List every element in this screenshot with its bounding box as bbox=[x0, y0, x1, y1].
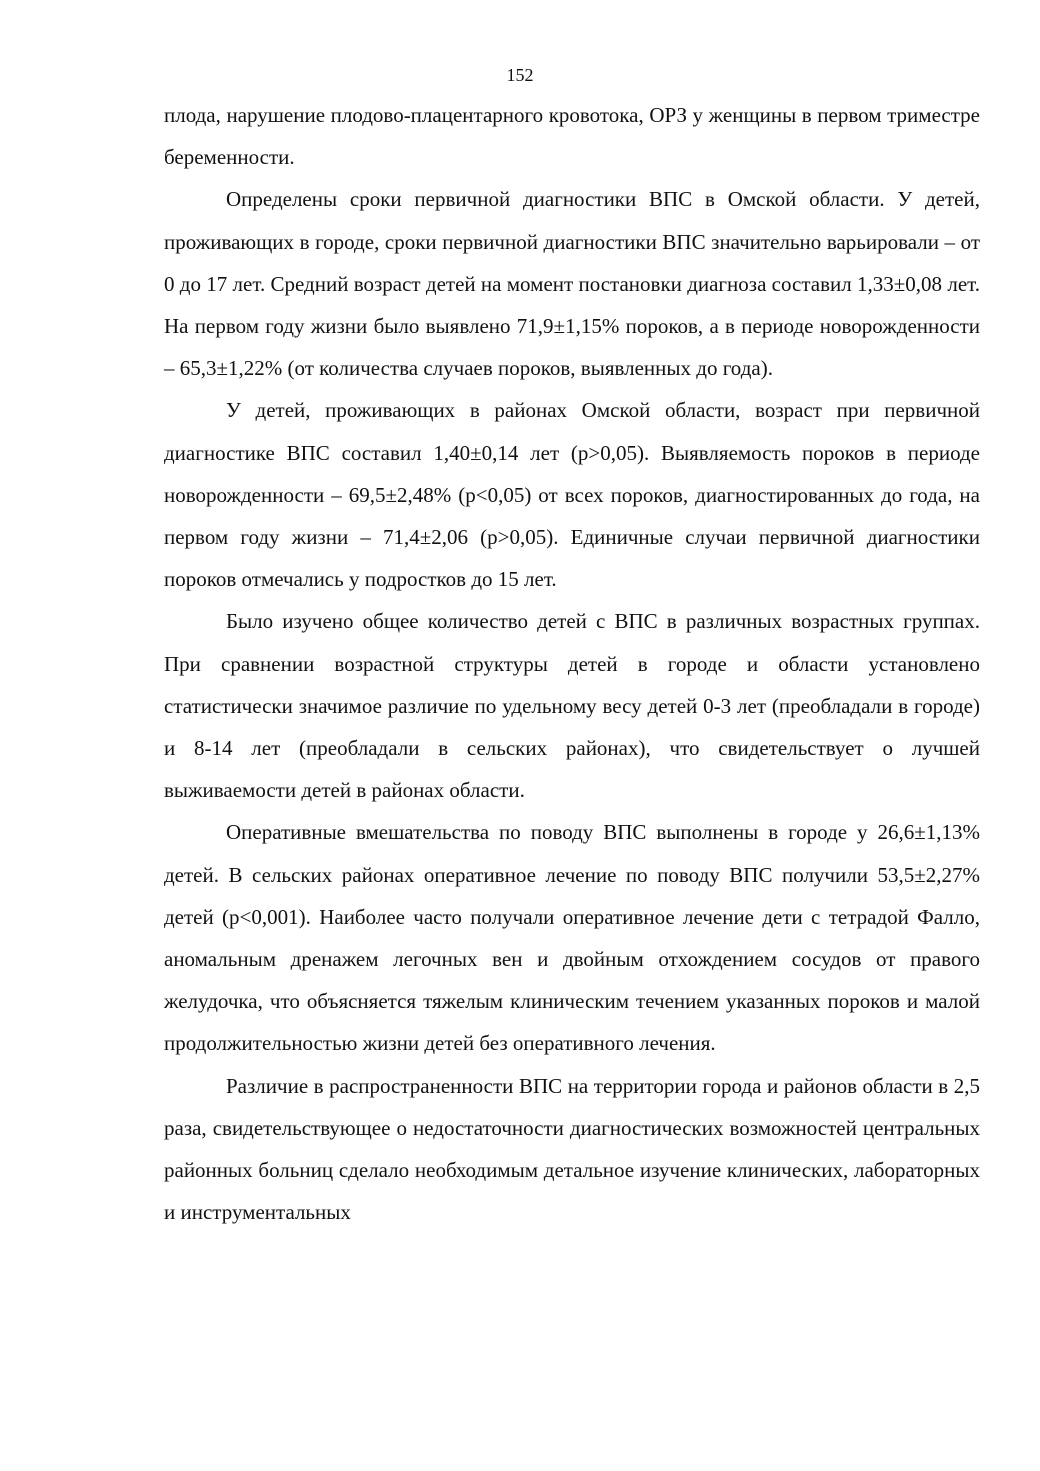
document-body bbox=[164, 94, 980, 1233]
page-number: 152 bbox=[506, 65, 534, 85]
paragraph: Было изучено общее количество детей с ВПС в различных возрастных группах. При сравнении возрастной структуры детей в городе и области установлено статистически значимое различие по удельному весу детей 0-3 лет (преобладали в городе) и 8-14 лет (преобладали в сельских районах), что свидетельствует о лучшей выживаемости детей в районах области. bbox=[164, 609, 980, 803]
paragraph: У детей, проживающих в районах Омской области, возраст при первичной диагностике ВПС составил 1,40±0,14 лет (p>0,05). Выявляемость пороков в периоде новорожденности – 69,5±2,48% (p<0,05) от всех пороков, диагностированных до года, на первом году жизни – 71,4±2,06 (p>0,05). Единичные случаи первичной диагностики пороков отмечались у подростков до 15 лет. bbox=[164, 398, 980, 592]
paragraph-continuation: плода, нарушение плодово-плацентарного кровотока, ОРЗ у женщины в первом триместре беременности. bbox=[164, 103, 980, 170]
paragraph: Различие в распространенности ВПС на территории города и районов области в 2,5 раза, свидетельствующее о недостаточности диагностических возможностей центральных районных больниц сделало необходимым детальное изучение клинических, лабораторных и инструментальных bbox=[164, 1073, 980, 1225]
paragraph: Оперативные вмешательства по поводу ВПС выполнены в городе у 26,6±1,13% детей. В сельских районах оперативное лечение по поводу ВПС получили 53,5±2,27% детей (p<0,001). Наиболее часто получали оперативное лечение дети с тетрадой Фалло, аномальным дренажем легочных вен и двойным отхождением сосудов от правого желудочка, что объясняется тяжелым клиническим течением указанных пороков и малой продолжительностью жизни детей без оперативного лечения. bbox=[164, 820, 980, 1056]
paragraph: Определены сроки первичной диагностики ВПС в Омской области. У детей, проживающих в городе, сроки первичной диагностики ВПС значительно варьировали – от 0 до 17 лет. Средний возраст детей на момент постановки диагноза составил 1,33±0,08 лет. На первом году жизни было выявлено 71,9±1,15% пороков, а в периоде новорожденности – 65,3±1,22% (от количества случаев пороков, выявленных до года). bbox=[164, 187, 980, 381]
